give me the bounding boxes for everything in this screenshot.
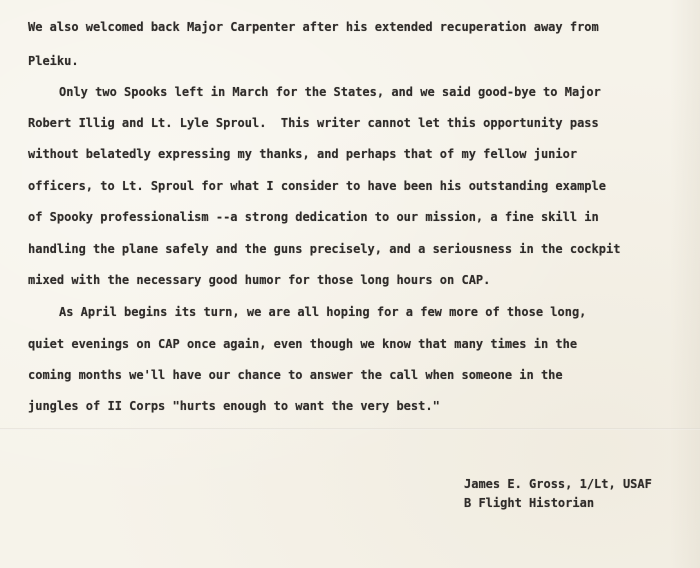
signature-title: B Flight Historian xyxy=(464,496,595,510)
paper-edge-stain xyxy=(670,0,700,568)
signature-name: James E. Gross, 1/Lt, USAF xyxy=(464,477,652,491)
body-text-line: As April begins its turn, we are all hoping for a few more of those long, xyxy=(59,305,587,319)
body-text-line: Only two Spooks left in March for the States, and we said good-bye to Major xyxy=(59,85,601,99)
body-text-line: Pleiku. xyxy=(28,54,79,68)
body-text-line: mixed with the necessary good humor for those long hours on CAP. xyxy=(28,273,491,287)
body-text-line: handling the plane safely and the guns precisely, and a seriousness in the cockpit xyxy=(28,242,621,256)
body-text-line: of Spooky professionalism --a strong dedication to our mission, a fine skill in xyxy=(28,210,599,224)
paper-fold-line xyxy=(0,428,700,430)
body-text-line: without belatedly expressing my thanks, and perhaps that of my fellow junior xyxy=(28,147,578,161)
body-text-line: quiet evenings on CAP once again, even though we know that many times in the xyxy=(28,337,578,351)
body-text-line: We also welcomed back Major Carpenter after his extended recuperation away from xyxy=(28,20,599,34)
body-text-line: Robert Illig and Lt. Lyle Sproul. This writer cannot let this opportunity pass xyxy=(28,116,599,130)
body-text-line: jungles of II Corps "hurts enough to want the very best." xyxy=(28,399,440,413)
body-text-line: coming months we'll have our chance to answer the call when someone in the xyxy=(28,368,563,382)
body-text-line: officers, to Lt. Sproul for what I consider to have been his outstanding example xyxy=(28,179,606,193)
